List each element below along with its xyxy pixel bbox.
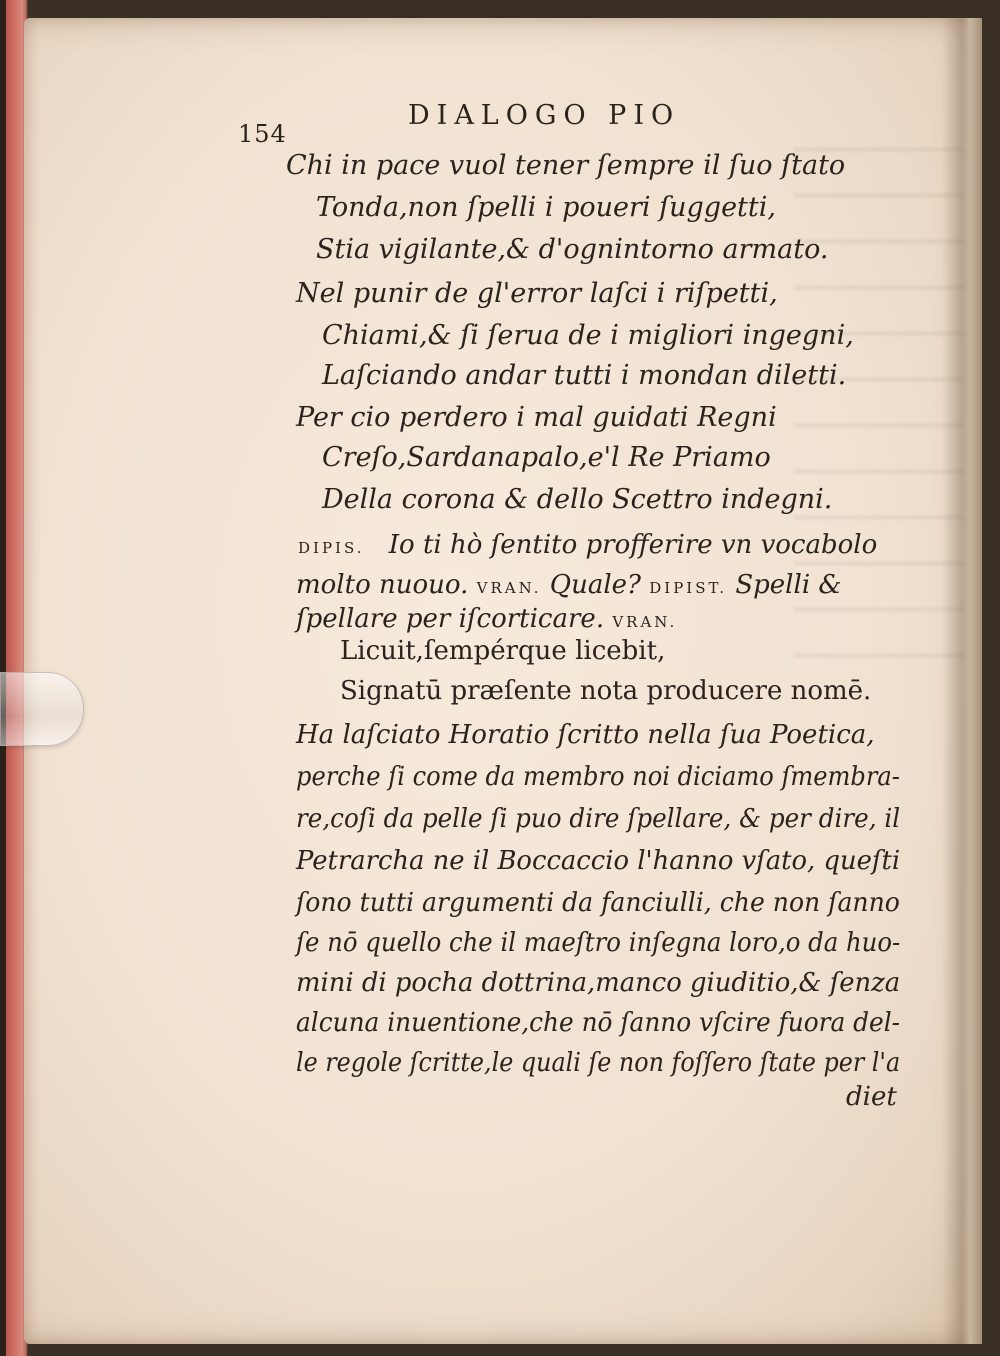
prose-line-1: Ha laſciato Horatio ſcritto nella ſua Poetica, [296,720,875,750]
speaker-dipis: DIPIS. [298,539,365,557]
dialogue-line-3 [296,604,677,634]
verse-line-3: Stia vigilante,& d'ognintorno armato. [316,234,829,265]
prose-line-3: re,coſi da pelle ſi puo dire ſpellare, & per dire, il [296,804,901,834]
verse-line-8: Creſo,Sardanapalo,e'l Re Priamo [322,442,771,473]
dialogue-text-2: molto nuouo. [296,570,469,600]
verse-line-4: Nel punir de gl'error laſci i riſpetti, [296,278,778,309]
prose-line-5: ſono tutti argumenti da fanciulli, che non ſanno [296,888,900,918]
speaker-dipist: DIPIST. [649,579,728,597]
verse-line-6: Laſciando andar tutti i mondan diletti. [322,360,847,391]
prose-line-8: alcuna inuentione,che nō ſanno vſcire fuora del- [296,1008,901,1038]
speaker-vran-2: VRAN. [612,613,678,631]
latin-line-2: Signatū præſente nota producere nomē. [340,676,872,706]
prose-line-4: Petrarcha ne il Boccaccio l'hanno vſato, queſti [296,846,901,876]
dialogue-text-2-end: Spelli & [735,570,842,600]
verse-line-1: Chi in pace vuol tener ſempre il ſuo ſtato [286,150,846,181]
dialogue-text-1: Io ti hò ſentito profferire vn vocabolo [388,530,878,560]
catchword: diet [846,1082,897,1112]
speaker-vran: VRAN. [476,579,542,597]
prose-line-9: le regole ſcritte,le quali ſe non foſſero ſtate per l'a [296,1048,901,1078]
prose-line-7: mini di pocha dottrina,manco giuditio,& ſenza [296,968,901,998]
running-head: DIALOGO PIO [408,100,681,131]
folio-number: 154 [238,120,287,148]
verse-line-9: Della corona & dello Scettro indegni. [322,484,833,515]
dialogue-line-2 [296,570,842,600]
prose-line-2: perche ſi come da membro noi diciamo ſmembra- [296,762,900,792]
dialogue-line-1 [298,530,877,560]
dialogue-text-3: ſpellare per iſcorticare. [296,604,605,634]
dialogue-question: Quale? [549,570,641,600]
verse-line-7: Per cio perdero i mal guidati Regni [296,402,777,433]
prose-line-6: ſe nō quello che il maeſtro inſegna loro,o da huo- [296,928,901,958]
verse-line-5: Chiami,& ſi ſerua de i migliori ingegni, [322,320,854,351]
latin-line-1: Licuit,ſempérque licebit, [340,636,666,666]
verse-line-2: Tonda,non ſpelli i poueri ſuggetti, [316,192,776,223]
plastic-page-clip [0,672,84,746]
